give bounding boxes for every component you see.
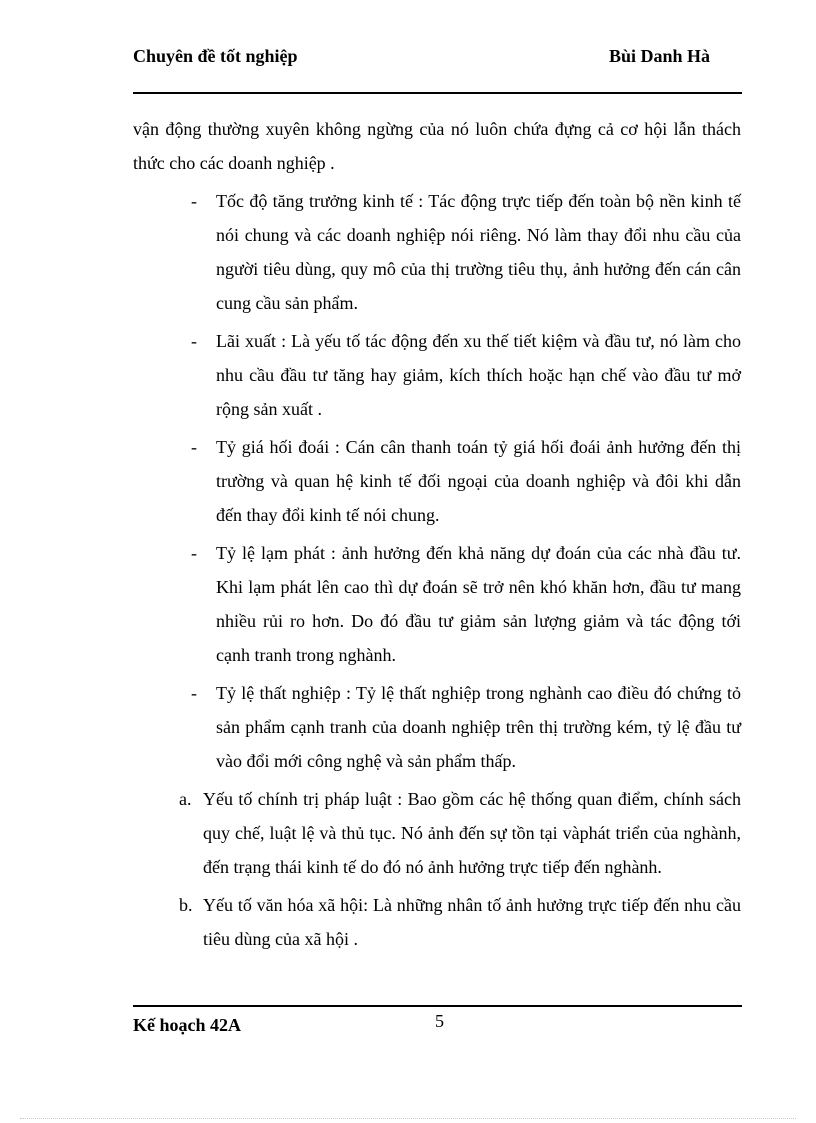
bullet-item-unemployment [133, 676, 741, 778]
bullet-dash: - [191, 331, 197, 351]
bullet-text: Tỷ lệ thất nghiệp : Tỷ lệ thất nghiệp trong nghành cao điều đó chứng tỏ sản phẩm cạnh tranh của doanh nghiệp trên thị trường kém, tỷ lệ đầu tư vào đổi mới công nghệ và sản phẩm thấp. [216, 683, 741, 771]
bullet-text: Tỷ lệ lạm phát : ảnh hưởng đến khả năng dự đoán của các nhà đầu tư. Khi lạm phát lên cao thì dự đoán sẽ trở nên khó khăn hơn, đầu tư mang nhiều rủi ro hơn. Do đó đầu tư giảm sản lượng giảm và tác động tới cạnh tranh trong nghành. [216, 543, 741, 665]
bullet-item-inflation [133, 536, 741, 672]
bullet-dash: - [191, 543, 197, 563]
bullet-item-growth [133, 184, 741, 320]
header-document-title: Chuyên đề tốt nghiệp [133, 46, 298, 66]
bullet-dash: - [191, 683, 197, 703]
list-letter: a. [179, 789, 192, 809]
list-item-text: Yếu tố văn hóa xã hội: Là những nhân tố ảnh hưởng trực tiếp đến nhu cầu tiêu dùng của xã hội . [203, 895, 741, 949]
page-body [133, 112, 741, 960]
page-break-divider [20, 1118, 796, 1119]
bullet-text: Tỷ giá hối đoái : Cán cân thanh toán tỷ giá hối đoái ảnh hưởng đến thị trường và quan hệ kinh tế đối ngoại của doanh nghiệp và đôi khi dẫn đến thay đổi kinh tế nói chung. [216, 437, 741, 525]
list-item-political-legal [133, 782, 741, 884]
intro-paragraph: vận động thường xuyên không ngừng của nó luôn chứa đựng cả cơ hội lẫn thách thức cho các doanh nghiệp . [133, 119, 741, 173]
page-header [133, 44, 742, 94]
page-number: 5 [435, 1011, 444, 1031]
list-item-text: Yếu tố chính trị pháp luật : Bao gồm các hệ thống quan điểm, chính sách quy chế, luật lệ và thủ tục. Nó ảnh đến sự tồn tại vàphát triển của nghành, đến trạng thái kinh tế do đó nó ảnh hưởng trực tiếp đến nghành. [203, 789, 741, 877]
list-letter: b. [179, 895, 193, 915]
bullet-item-interest [133, 324, 741, 426]
bullet-item-exchange-rate [133, 430, 741, 532]
bullet-text: Tốc độ tăng trưởng kinh tế : Tác động trực tiếp đến toàn bộ nền kinh tế nói chung và các doanh nghiệp nói riêng. Nó làm thay đổi nhu cầu của người tiêu dùng, quy mô của thị trường tiêu thụ, ảnh hưởng đến cán cân cung cầu sản phẩm. [216, 191, 741, 313]
page-footer [133, 1005, 742, 1047]
list-item-cultural-social [133, 888, 741, 956]
bullet-text: Lãi xuất : Là yếu tố tác động đến xu thế tiết kiệm và đầu tư, nó làm cho nhu cầu đầu tư tăng hay giảm, kích thích hoặc hạn chế vào đầu tư mở rộng sản xuất . [216, 331, 741, 419]
bullet-dash: - [191, 437, 197, 457]
bullet-dash: - [191, 191, 197, 211]
header-author: Bùi Danh Hà [608, 46, 710, 66]
footer-class-label: Kế hoạch 42A [133, 1015, 241, 1035]
